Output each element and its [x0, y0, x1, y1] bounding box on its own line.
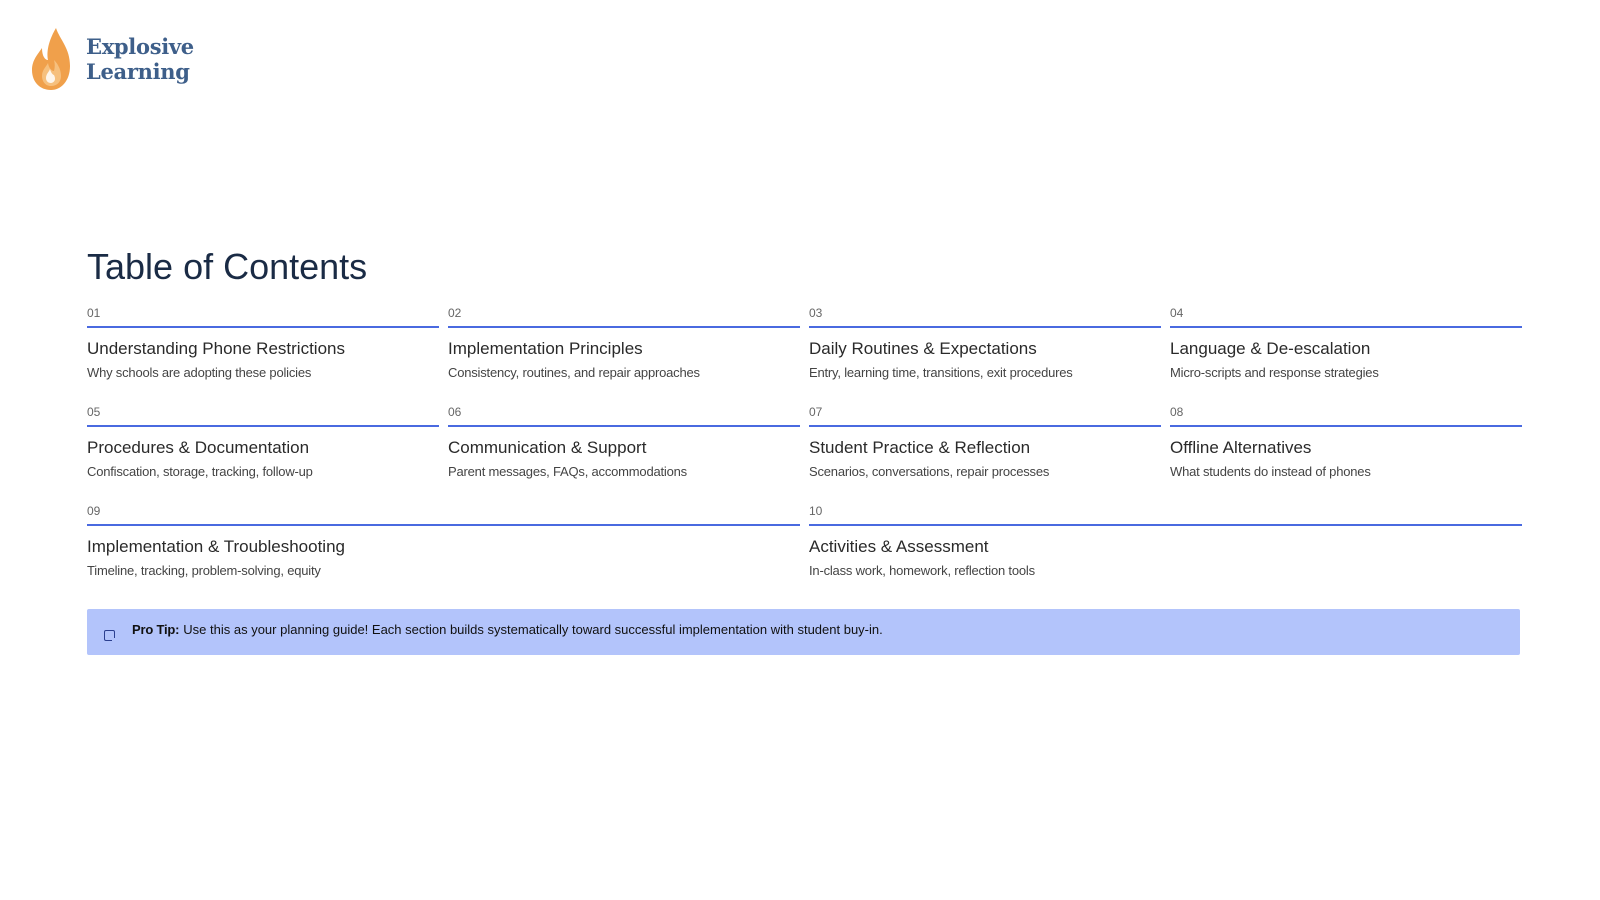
logo-line-2: Learning — [86, 59, 190, 84]
logo-text — [86, 34, 194, 84]
section-title: Daily Routines & Expectations — [809, 339, 1037, 358]
section-number: 01 — [87, 306, 101, 320]
section-number: 06 — [448, 405, 462, 419]
logo — [30, 26, 194, 92]
section-title: Understanding Phone Restrictions — [87, 339, 345, 358]
section-title: Activities & Assessment — [809, 537, 989, 556]
section-title: Offline Alternatives — [1170, 438, 1312, 457]
section-number: 04 — [1170, 306, 1184, 320]
divider — [809, 326, 1161, 328]
toc-item-08[interactable] — [1170, 405, 1522, 504]
divider — [448, 326, 800, 328]
section-subtitle: Timeline, tracking, problem-solving, equity — [87, 563, 321, 578]
logo-line-1: Explosive — [86, 34, 194, 59]
divider — [1170, 326, 1522, 328]
toc-item-05[interactable] — [87, 405, 439, 504]
toc-item-03[interactable] — [809, 306, 1161, 405]
divider — [1170, 425, 1522, 427]
section-number: 10 — [809, 504, 823, 518]
section-number: 09 — [87, 504, 101, 518]
section-subtitle: Why schools are adopting these policies — [87, 365, 312, 380]
pro-tip-content — [132, 622, 883, 637]
section-title: Language & De-escalation — [1170, 339, 1371, 358]
section-title: Student Practice & Reflection — [809, 438, 1031, 457]
section-number: 02 — [448, 306, 462, 320]
divider — [809, 425, 1161, 427]
section-title: Communication & Support — [448, 438, 647, 457]
divider — [87, 326, 439, 328]
toc-item-04[interactable] — [1170, 306, 1522, 405]
section-subtitle: What students do instead of phones — [1170, 464, 1371, 479]
section-subtitle: Micro-scripts and response strategies — [1170, 365, 1379, 380]
flame-icon — [30, 26, 72, 92]
pro-tip-banner — [87, 609, 1520, 655]
section-subtitle: Consistency, routines, and repair approaches — [448, 365, 700, 380]
toc-item-02[interactable] — [448, 306, 800, 405]
toc-item-09[interactable] — [87, 504, 800, 603]
section-number: 05 — [87, 405, 101, 419]
section-title: Implementation & Troubleshooting — [87, 537, 345, 556]
section-subtitle: In-class work, homework, reflection tools — [809, 563, 1035, 578]
note-icon — [104, 630, 115, 641]
pro-tip-label: Pro Tip: — [132, 621, 180, 637]
toc-item-07[interactable] — [809, 405, 1161, 504]
section-title: Procedures & Documentation — [87, 438, 310, 457]
page-title: Table of Contents — [87, 246, 368, 287]
section-subtitle: Confiscation, storage, tracking, follow-up — [87, 464, 313, 479]
section-number: 03 — [809, 306, 823, 320]
toc-grid — [87, 306, 1520, 603]
pro-tip-text: Use this as your planning guide! Each section builds systematically toward successful implementation with student buy-in. — [183, 621, 883, 637]
section-subtitle: Entry, learning time, transitions, exit procedures — [809, 365, 1073, 380]
section-subtitle: Parent messages, FAQs, accommodations — [448, 464, 687, 479]
toc-item-06[interactable] — [448, 405, 800, 504]
divider — [87, 425, 439, 427]
toc-item-01[interactable] — [87, 306, 439, 405]
divider — [809, 524, 1522, 526]
section-number: 08 — [1170, 405, 1184, 419]
divider — [448, 425, 800, 427]
section-subtitle: Scenarios, conversations, repair processes — [809, 464, 1050, 479]
divider — [87, 524, 800, 526]
toc-item-10[interactable] — [809, 504, 1522, 603]
section-title: Implementation Principles — [448, 339, 643, 358]
section-number: 07 — [809, 405, 823, 419]
